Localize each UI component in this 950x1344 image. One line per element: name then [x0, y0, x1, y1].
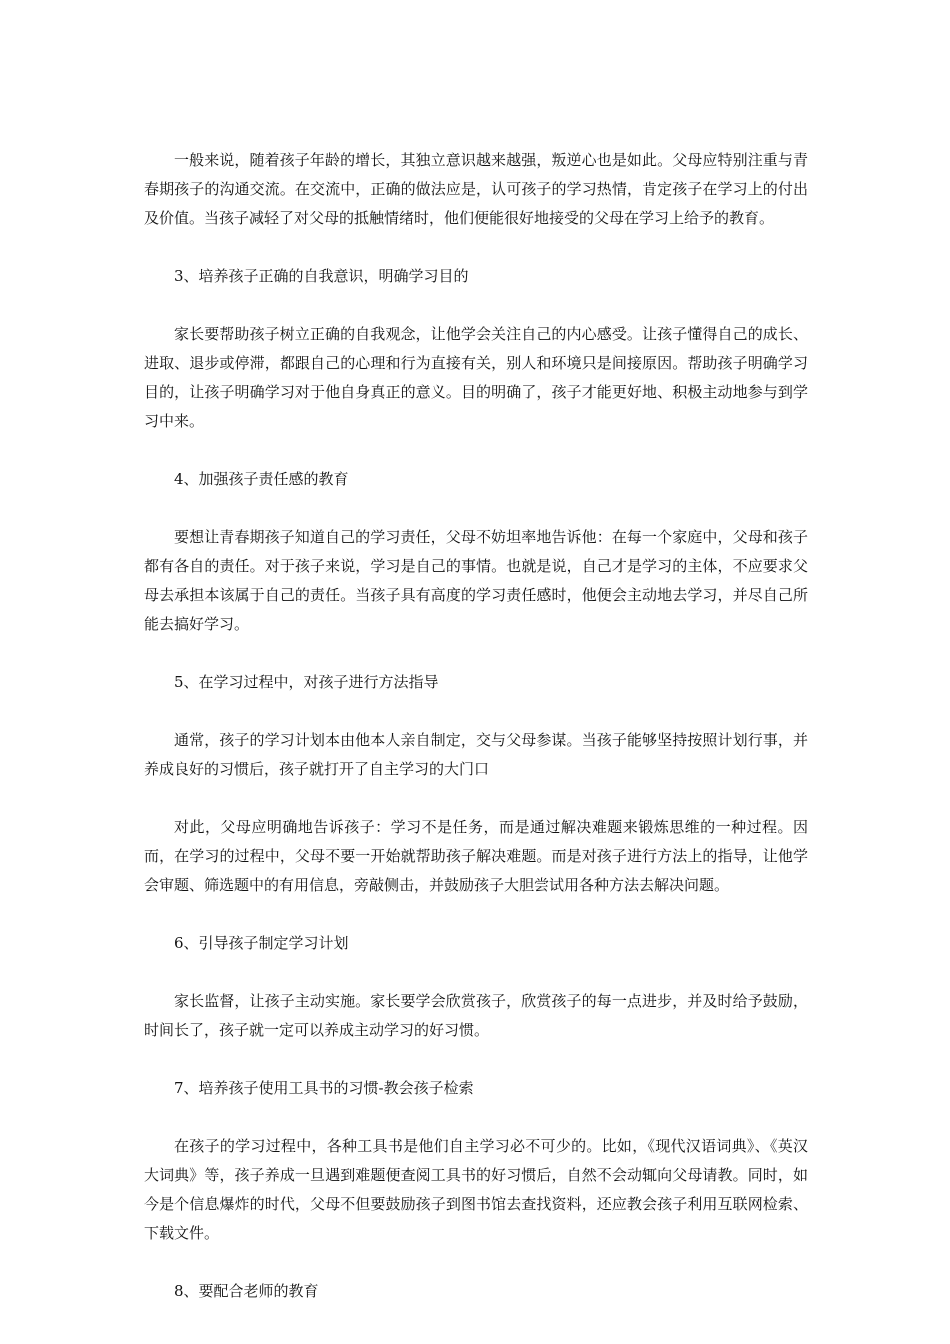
- paragraph-section-5-b: 对此，父母应明确地告诉孩子：学习不是任务，而是通过解决难题来锻炼思维的一种过程。因而，在学习的过程中，父母不要一开始就帮助孩子解决难题。而是对孩子进行方法上的指导，让他学会审题、筛选题中的有用信息，旁敲侧击，并鼓励孩子大胆尝试用各种方法去解决问题。: [144, 818, 808, 894]
- section-heading-8: 8、要配合老师的教育: [174, 1282, 319, 1300]
- paragraph-section-7: 在孩子的学习过程中，各种工具书是他们自主学习必不可少的。比如，《现代汉语词典》、《英汉大词典》等，孩子养成一旦遇到难题便查阅工具书的好习惯后，自然不会动辄向父母请教。同时，如今是个信息爆炸的时代，父母不但要鼓励孩子到图书馆去查找资料，还应教会孩子利用互联网检索、下载文件。: [144, 1137, 808, 1242]
- paragraph-section-4: 要想让青春期孩子知道自己的学习责任，父母不妨坦率地告诉他：在每一个家庭中，父母和孩子都有各自的责任。对于孩子来说，学习是自己的事情。也就是说，自己才是学习的主体，不应要求父母去承担本该属于自己的责任。当孩子具有高度的学习责任感时，他便会主动地去学习，并尽自己所能去搞好学习。: [144, 528, 808, 633]
- document-body: [144, 146, 808, 1335]
- paragraph-section-5-a: 通常，孩子的学习计划本由他本人亲自制定，交与父母参谋。当孩子能够坚持按照计划行事，并养成良好的习惯后，孩子就打开了自主学习的大门口: [144, 731, 808, 778]
- section-heading-7: 7、培养孩子使用工具书的习惯-教会孩子检索: [174, 1079, 474, 1097]
- paragraph-section-3: 家长要帮助孩子树立正确的自我观念，让他学会关注自己的内心感受。让孩子懂得自己的成长、进取、退步或停滞，都跟自己的心理和行为直接有关，别人和环境只是间接原因。帮助孩子明确学习目的，让孩子明确学习对于他自身真正的意义。目的明确了，孩子才能更好地、积极主动地参与到学习中来。: [144, 325, 808, 430]
- section-heading-6: 6、引导孩子制定学习计划: [174, 934, 349, 952]
- section-heading-5: 5、在学习过程中，对孩子进行方法指导: [174, 673, 439, 691]
- paragraph-section-6: 家长监督，让孩子主动实施。家长要学会欣赏孩子，欣赏孩子的每一点进步，并及时给予鼓励，时间长了，孩子就一定可以养成主动学习的好习惯。: [144, 992, 808, 1039]
- section-heading-4: 4、加强孩子责任感的教育: [174, 470, 349, 488]
- paragraph-intro: 一般来说，随着孩子年龄的增长，其独立意识越来越强，叛逆心也是如此。父母应特别注重与青春期孩子的沟通交流。在交流中，正确的做法应是，认可孩子的学习热情，肯定孩子在学习上的付出及价值。当孩子减轻了对父母的抵触情绪时，他们便能很好地接受的父母在学习上给予的教育。: [144, 151, 808, 227]
- section-heading-3: 3、培养孩子正确的自我意识，明确学习目的: [174, 267, 469, 285]
